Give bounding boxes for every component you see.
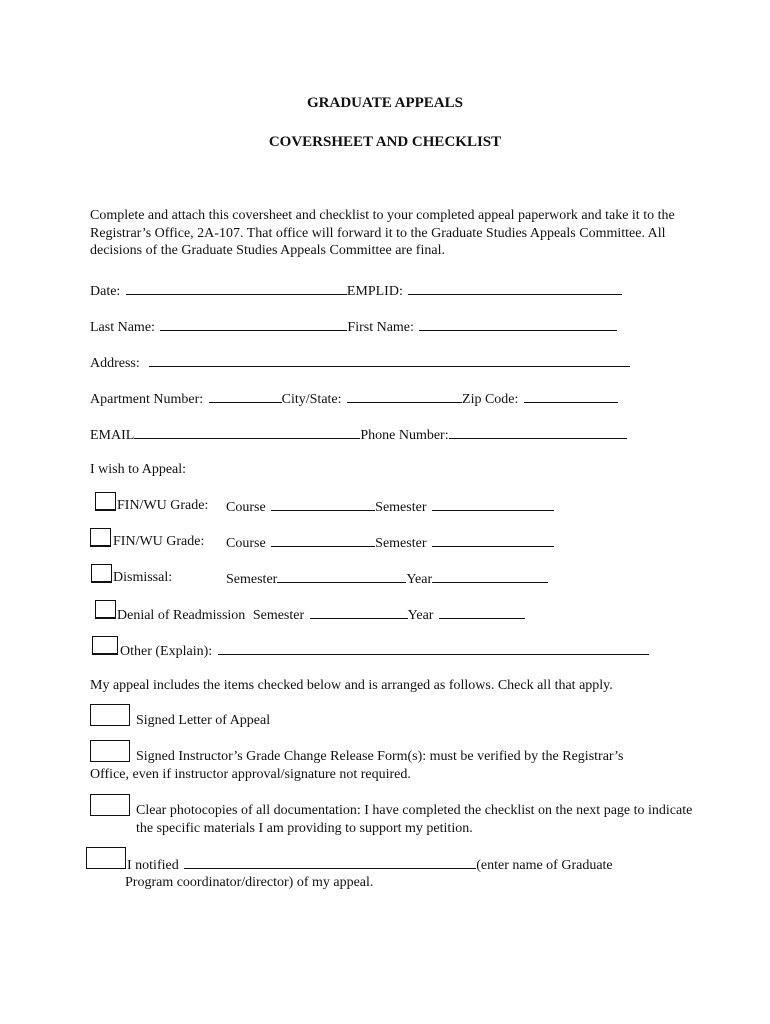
phone-label: Phone Number: bbox=[360, 428, 449, 443]
semester-label: Semester bbox=[375, 500, 427, 515]
fin-wu-grade-2-course-field[interactable] bbox=[271, 533, 375, 547]
name-row bbox=[90, 317, 617, 336]
zip-field[interactable] bbox=[524, 389, 618, 403]
dismissal-semester-field[interactable] bbox=[277, 569, 406, 583]
semester-label: Semester bbox=[226, 572, 278, 587]
other-label: Other (Explain): bbox=[120, 644, 213, 659]
notified-line2: Program coordinator/director) of my appeal. bbox=[125, 875, 374, 890]
fin-wu-grade-1-semester-field[interactable] bbox=[432, 497, 554, 511]
email-label: EMAIL bbox=[90, 428, 135, 443]
address-row bbox=[90, 353, 630, 372]
course-label: Course bbox=[226, 536, 266, 551]
fin-wu-grade-2-label: FIN/WU Grade: bbox=[113, 534, 205, 549]
readmission-label: Denial of Readmission bbox=[117, 608, 246, 623]
checklist-heading: My appeal includes the items checked below and is arranged as follows. Check all that apply. bbox=[90, 678, 613, 693]
zip-label: Zip Code: bbox=[462, 392, 519, 407]
course-label: Course bbox=[226, 500, 266, 515]
readmission-checkbox[interactable] bbox=[95, 600, 116, 619]
photocopies-checkbox[interactable] bbox=[90, 794, 130, 816]
readmission-year-field[interactable] bbox=[439, 605, 525, 619]
fin-wu-grade-2-course-row bbox=[226, 533, 554, 552]
email-field[interactable] bbox=[134, 425, 360, 439]
page-subtitle: COVERSHEET AND CHECKLIST bbox=[268, 134, 502, 150]
emplid-label: EMPLID: bbox=[346, 284, 403, 299]
semester-label: Semester bbox=[252, 608, 305, 623]
fin-wu-grade-2-checkbox[interactable] bbox=[90, 528, 111, 547]
notified-checkbox[interactable] bbox=[86, 847, 126, 869]
other-explain-field[interactable] bbox=[218, 641, 649, 655]
photocopies-label: Clear photocopies of all documentation: I have completed the checklist on the next page to indicate the specific materials I am providing to support my petition. bbox=[136, 803, 693, 836]
grade-change-form-label-line2: Office, even if instructor approval/signature not required. bbox=[90, 767, 411, 782]
grade-change-form-checkbox[interactable] bbox=[90, 740, 130, 762]
city-state-field[interactable] bbox=[347, 389, 462, 403]
last-name-field[interactable] bbox=[160, 317, 347, 331]
date-label: Date: bbox=[90, 284, 121, 299]
notified-prefix: I notified bbox=[127, 858, 179, 873]
year-label: Year bbox=[407, 608, 434, 623]
date-row bbox=[90, 281, 622, 300]
fin-wu-grade-2-semester-field[interactable] bbox=[432, 533, 554, 547]
date-field[interactable] bbox=[126, 281, 347, 295]
letter-of-appeal-label: Signed Letter of Appeal bbox=[136, 713, 271, 728]
other-checkbox[interactable] bbox=[92, 636, 118, 655]
fin-wu-grade-1-course-field[interactable] bbox=[271, 497, 375, 511]
first-name-field[interactable] bbox=[419, 317, 617, 331]
fin-wu-grade-1-course-row bbox=[226, 497, 554, 516]
dismissal-row bbox=[226, 569, 548, 588]
dismissal-year-field[interactable] bbox=[432, 569, 548, 583]
page-title: GRADUATE APPEALS bbox=[307, 95, 463, 111]
apartment-label: Apartment Number: bbox=[90, 392, 204, 407]
emplid-field[interactable] bbox=[408, 281, 622, 295]
semester-label: Semester bbox=[375, 536, 427, 551]
letter-of-appeal-checkbox[interactable] bbox=[90, 704, 130, 726]
address-label: Address: bbox=[90, 356, 140, 371]
city-state-label: City/State: bbox=[281, 392, 342, 407]
location-row bbox=[90, 389, 618, 408]
readmission-semester-field[interactable] bbox=[310, 605, 408, 619]
fin-wu-grade-1-label: FIN/WU Grade: bbox=[117, 498, 209, 513]
dismissal-checkbox[interactable] bbox=[91, 564, 112, 583]
contact-row bbox=[90, 425, 627, 444]
phone-field[interactable] bbox=[449, 425, 627, 439]
grade-change-form-label-line1: Signed Instructor’s Grade Change Release Form(s): must be verified by the Registrar’s bbox=[136, 749, 624, 764]
readmission-row bbox=[117, 605, 525, 624]
appeal-heading: I wish to Appeal: bbox=[90, 462, 187, 477]
last-name-label: Last Name: bbox=[90, 320, 155, 335]
intro-paragraph: Complete and attach this coversheet and checklist to your completed appeal paperwork and take it to the Registrar’s Office, 2A-107. That office will forward it to the Graduate Studies Appeals Committee. All decisions of the Graduate Studies Appeals Committee are final. bbox=[90, 208, 675, 258]
dismissal-label: Dismissal: bbox=[113, 570, 173, 585]
fin-wu-grade-1-checkbox[interactable] bbox=[95, 492, 116, 511]
address-field[interactable] bbox=[149, 353, 630, 367]
apartment-field[interactable] bbox=[209, 389, 282, 403]
notified-row bbox=[127, 855, 613, 874]
first-name-label: First Name: bbox=[347, 320, 414, 335]
year-label: Year bbox=[406, 572, 433, 587]
other-row bbox=[120, 641, 649, 660]
notified-suffix: (enter name of Graduate bbox=[476, 858, 613, 873]
coordinator-name-field[interactable] bbox=[184, 855, 476, 869]
